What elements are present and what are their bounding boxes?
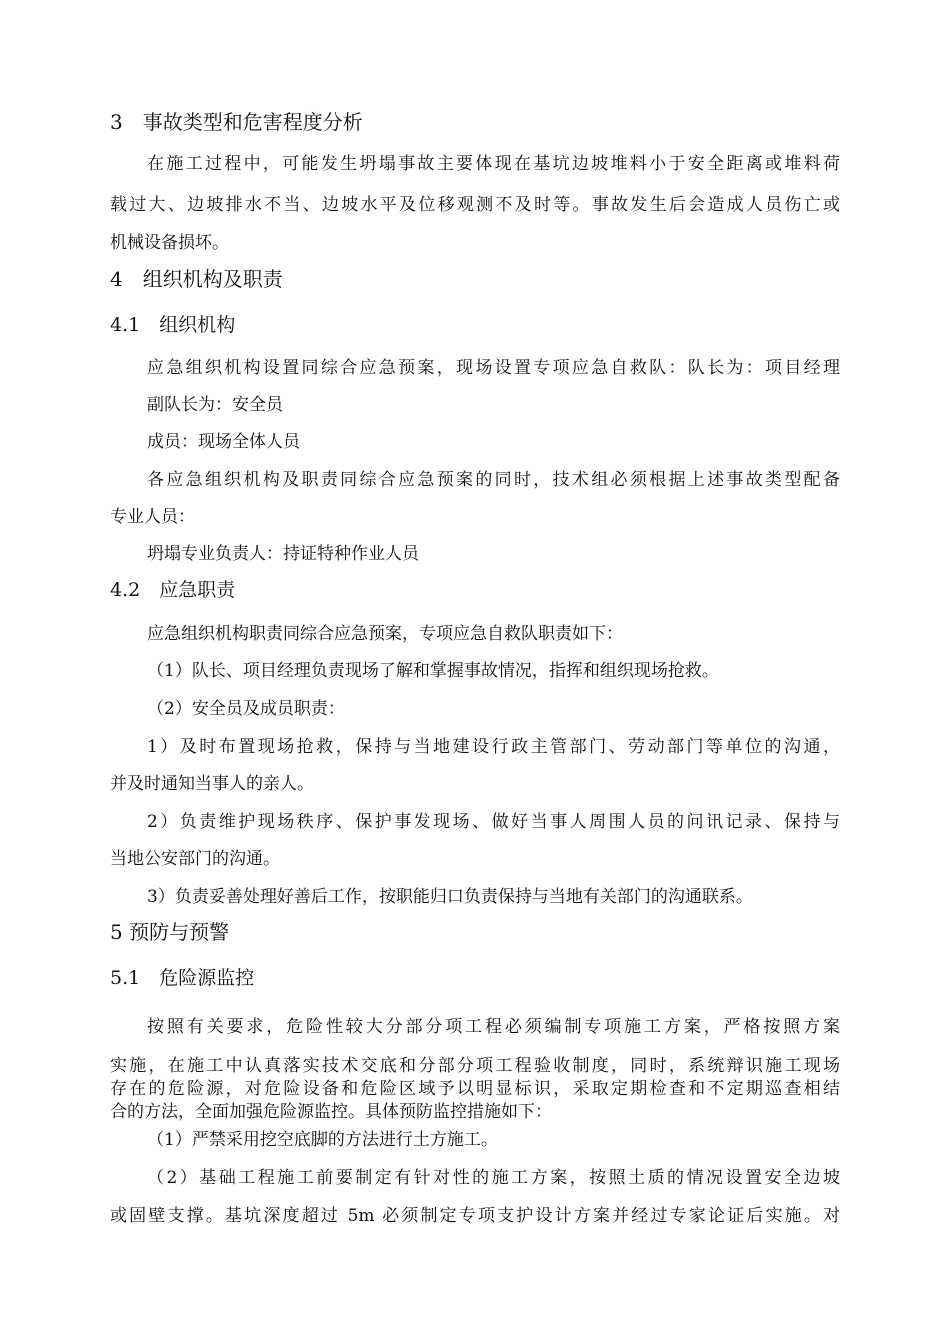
paragraph-line: 在施工过程中，可能发生坍塌事故主要体现在基坑边坡堆料小于安全距离或堆料荷 (147, 154, 840, 174)
paragraph-line: 坍塌专业负责人：持证特种作业人员 (147, 544, 419, 564)
paragraph-line: 机械设备损坏。 (110, 233, 229, 253)
paragraph-line: 并及时通知当事人的亲人。 (110, 774, 314, 794)
paragraph-line: 存在的危险源，对危险设备和危险区域予以明显标识，采取定期检查和不定期巡查相结 (110, 1079, 840, 1099)
paragraph-line: 副队长为：安全员 (147, 395, 283, 415)
paragraph-line: 各应急组织机构及职责同综合应急预案的同时，技术组必须根据上述事故类型配备 (147, 470, 840, 490)
section-4-heading: 4 组织机构及职责 (110, 267, 283, 291)
list-item: （1）严禁采用挖空底脚的方法进行土方施工。 (147, 1130, 498, 1150)
list-item: （1）队长、项目经理负责现场了解和掌握事故情况，指挥和组织现场抢救。 (147, 661, 719, 681)
section-5-1-heading: 5.1 危险源监控 (110, 967, 255, 989)
paragraph-line: 或固壁支撑。基坑深度超过 5m 必须制定专项支护设计方案并经过专家论证后实施。对 (110, 1206, 840, 1226)
paragraph-line: 成员：现场全体人员 (147, 432, 300, 452)
section-5-heading: 5 预防与预警 (110, 920, 230, 944)
paragraph-line: 按照有关要求，危险性较大分部分项工程必须编制专项施工方案，严格按照方案 (147, 1017, 840, 1037)
list-item: 3）负责妥善处理好善后工作，按职能归口负责保持与当地有关部门的沟通联系。 (147, 887, 753, 907)
paragraph-line: 合的方法，全面加强危险源监控。具体预防监控措施如下： (110, 1102, 552, 1122)
paragraph-line: 应急组织机构职责同综合应急预案，专项应急自救队职责如下： (147, 624, 623, 644)
list-item: 1）及时布置现场抢救，保持与当地建设行政主管部门、劳动部门等单位的沟通， (147, 737, 840, 757)
paragraph-line: 当地公安部门的沟通。 (110, 849, 280, 869)
section-4-1-heading: 4.1 组织机构 (110, 314, 236, 336)
paragraph-line: 应急组织机构设置同综合应急预案，现场设置专项应急自救队：队长为：项目经理 (147, 358, 840, 378)
section-4-2-heading: 4.2 应急职责 (110, 579, 236, 601)
section-3-heading: 3 事故类型和危害程度分析 (110, 110, 363, 134)
list-item: （2）基础工程施工前要制定有针对性的施工方案，按照土质的情况设置安全边坡 (147, 1168, 840, 1188)
list-item: 2）负责维护现场秩序、保护事发现场、做好当事人周围人员的问讯记录、保持与 (147, 812, 840, 832)
paragraph-line: 载过大、边坡排水不当、边坡水平及位移观测不及时等。事故发生后会造成人员伤亡或 (110, 195, 840, 215)
paragraph-line: 实施，在施工中认真落实技术交底和分部分项工程验收制度，同时，系统辩识施工现场 (110, 1056, 840, 1076)
list-item: （2）安全员及成员职责： (147, 699, 345, 719)
paragraph-line: 专业人员： (110, 507, 195, 527)
